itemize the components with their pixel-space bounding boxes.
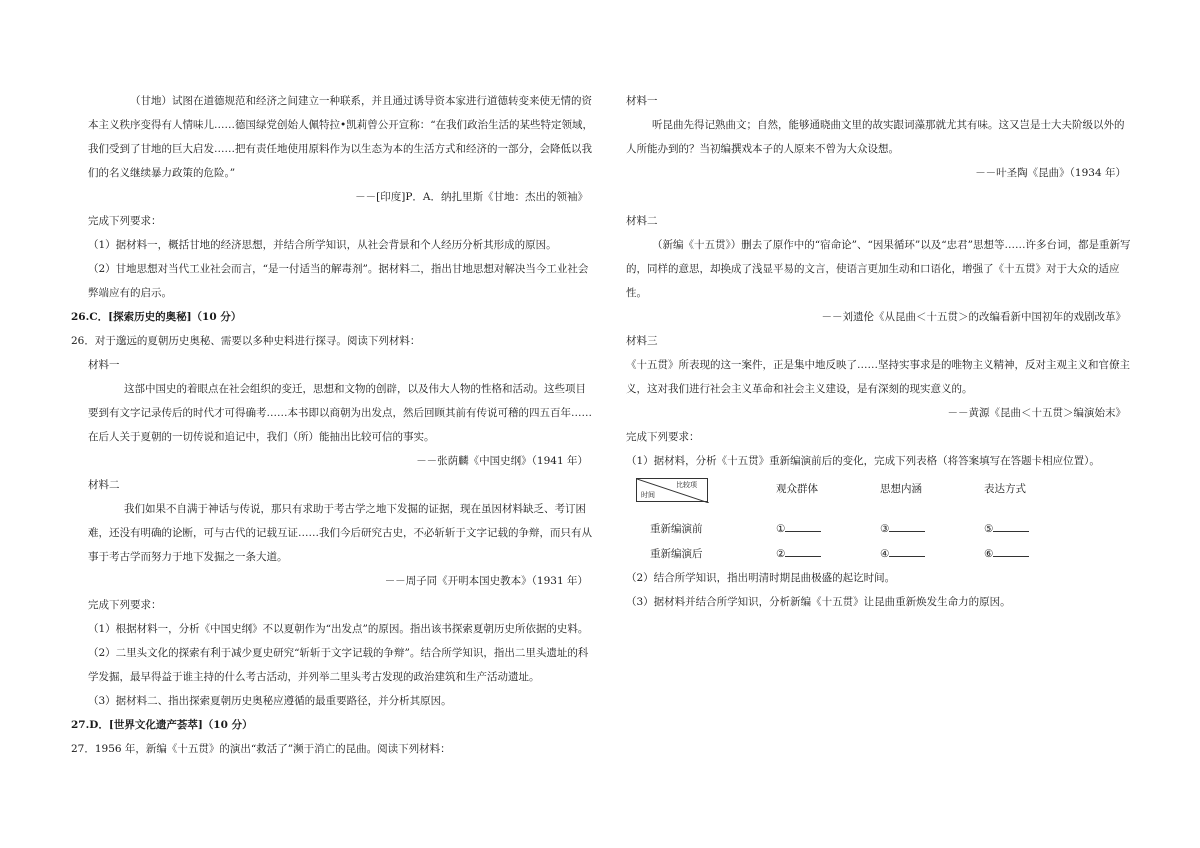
table-row-label: 重新编演前 [650,522,703,535]
q25-task-1: （1）据材料一，概括甘地的经济思想，并结合所学知识，从社会背景和个人经历分析其形成的原因。 [88,239,557,251]
q27-material2-text: （新编《十五贯》）删去了原作中的“宿命论”、“因果循环”以及“忠君”思想等……许多台词，都是重新写的，同样的意思，却换成了浅显平易的文言，使语言更加生动和口语化，增强了《十五贯》对于大众的适应性。 [626,239,1131,299]
q27-tasks-heading: 完成下列要求： [626,431,700,443]
q26-header: 26.C．[探索历史的奥秘]（10 分） [71,311,242,323]
comparison-table [626,477,1088,566]
q26-material1-source: －－张荫麟《中国史纲》（1941 年） [416,455,588,467]
table-row-label: 重新编演后 [650,547,703,560]
table-cell[interactable]: ⑥ [984,541,1088,566]
table-cell[interactable]: ③ [880,516,984,541]
table-corner-cell [636,478,708,502]
q27-material2-label: 材料二 [626,215,658,227]
table-cell[interactable]: ④ [880,541,984,566]
q27-material1-label: 材料一 [626,95,658,107]
q27-material3-text: 《十五贯》所表现的这一案件，正是集中地反映了……坚持实事求是的唯物主义精神，反对主观主义和官僚主义，这对我们进行社会主义革命和社会主义建设，是有深刻的现实意义的。 [626,359,1130,395]
q27-material1-text: 听昆曲先得记熟曲文；自然，能够通晓曲文里的故实跟词藻那就尤其有味。这又岂是士大夫阶级以外的人所能办到的？当初编撰戏本子的人原来不曾为大众设想。 [626,119,1125,155]
q26-intro: 26．对于邈远的夏朝历史奥秘、需要以多种史料进行探寻。阅读下列材料： [71,335,421,347]
q26-material2-label: 材料二 [88,479,120,491]
table-header-cell: 观众群体 [776,483,818,495]
q26-material2-source: －－周子同《开明本国史教本》（1931 年） [384,575,588,587]
q27-material3-source: －－黄源《昆曲＜十五贯＞编演始末》 [947,407,1126,419]
q27-intro: 27．1956 年，新编《十五贯》的演出“救活了”濒于消亡的昆曲。阅读下列材料： [71,743,451,755]
q26-task-2: （2）二里头文化的探索有利于减少夏史研究“斩斩于文字记载的争辩”。结合所学知识，指出二里头遗址的科学发掘，最早得益于谁主持的什么考古活动，并列举二里头考古发现的政治建筑和生产活动遗址。 [88,647,589,683]
table-row [626,516,1088,541]
corner-label-top: 比较项 [676,480,697,489]
q26-material1-label: 材料一 [88,359,120,371]
q27-task-2: （2）结合所学知识，指出明清时期昆曲极盛的起讫时间。 [626,572,896,584]
table-cell[interactable]: ⑤ [984,516,1088,541]
q26-material1-text: 这部中国史的着眼点在社会组织的变迁，思想和文物的创辟，以及伟大人物的性格和活动。这些项目要到有文字记录传后的时代才可得确考……本书即以商朝为出发点，然后回顾其前有传说可稽的四五百年……在后人关于夏朝的一切传说和追记中，我们（所）能抽出比较可信的事实。 [88,383,592,443]
table-header-cell: 思想内涵 [880,483,922,495]
table-header-cell: 表达方式 [984,483,1026,495]
left-column [71,89,594,761]
right-column [626,89,1132,614]
table-cell[interactable]: ② [776,541,880,566]
q27-task-3: （3）据材料并结合所学知识，分析新编《十五贯》让昆曲重新焕发生命力的原因。 [626,596,1011,608]
table-header-row [626,477,1088,502]
q26-task-3: （3）据材料二、指出探索夏朝历史奥秘应遵循的最重要路径，并分析其原因。 [88,695,452,707]
q27-header: 27.D．[世界文化遗产荟萃]（10 分） [71,719,253,731]
q25-tasks-heading: 完成下列要求： [88,215,162,227]
q26-material2-text: 我们如果不自满于神话与传说，那只有求助于考古学之地下发掘的证据，现在虽因材料缺乏、考订困难，还没有明确的论断，可与古代的记载互证……我们今后研究古史，不必斩斩于文字记载的争辩，而只有从事于考古学而努力于地下发掘之一条大道。 [88,503,592,563]
q25-task-2: （2）甘地思想对当代工业社会而言，“是一付适当的解毒剂”。据材料二，指出甘地思想对解决当今工业社会弊端应有的启示。 [88,263,589,299]
q27-material1-source: －－叶圣陶《昆曲》（1934 年） [975,167,1126,179]
q27-material3-label: 材料三 [626,335,658,347]
table-row [626,541,1088,566]
q27-task-1: （1）据材料，分析《十五贯》重新编演前后的变化，完成下列表格（将答案填写在答题卡相应位置）。 [626,455,1100,467]
q25-material2-source: －－[印度]P．A．纳扎里斯《甘地：杰出的领袖》 [355,191,588,203]
q26-task-1: （1）根据材料一，分析《中国史纲》不以夏朝作为“出发点”的原因。指出该书探索夏朝历史所依据的史料。 [88,623,589,635]
q27-material2-source: －－刘遗伦《从昆曲＜十五贯＞的改编看新中国初年的戏剧改革》 [821,311,1126,323]
q26-tasks-heading: 完成下列要求： [88,599,162,611]
q25-material2-text: （甘地）试图在道德规范和经济之间建立一种联系，并且通过诱导资本家进行道德转变来使无情的资本主义秩序变得有人情味儿……德国绿党创始人佩特拉•凯莉曾公开宣称：“在我们政治生活的某些特定领域，我们受到了甘地的巨大启发……把有责任地使用原料作为以生态为本的生活方式和经济的一部分，会降低以我们的名义继续暴力政策的危险。” [88,95,594,179]
table-cell[interactable]: ① [776,516,880,541]
corner-label-bottom: 时间 [641,490,655,499]
